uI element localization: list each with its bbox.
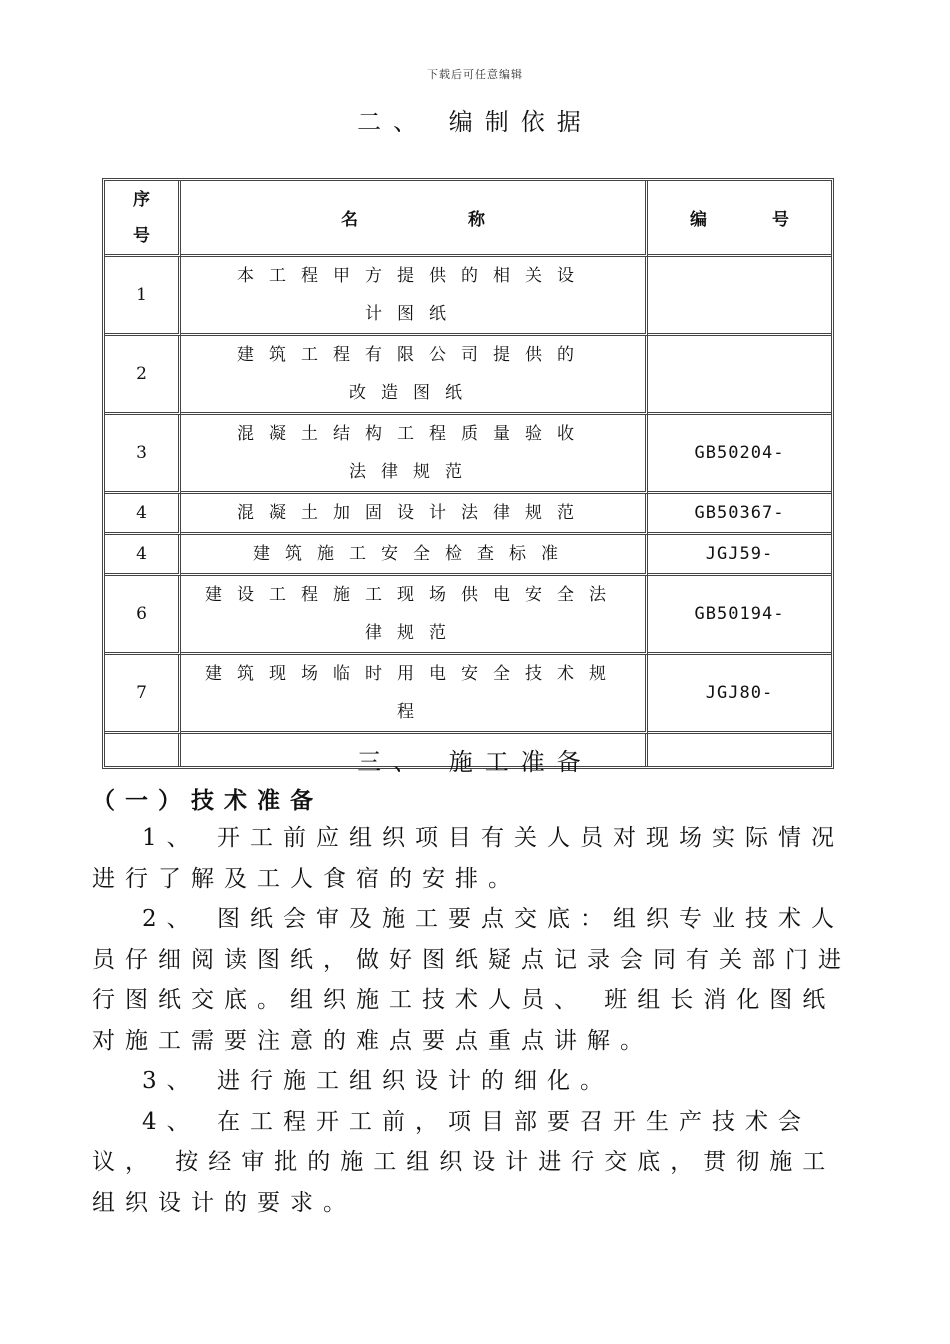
row-name-line1: 混凝土加固设计法律规范 — [237, 503, 589, 523]
row-name — [181, 257, 648, 336]
paragraph-4: 4、 在工程开工前，项目部要召开生产技术会议， 按经审批的施工组织设计进行交底，贯彻施工组织设计的要求。 — [92, 1108, 836, 1216]
row-code: GB50367- — [648, 494, 831, 535]
table-row — [105, 494, 831, 535]
row-name — [181, 655, 648, 734]
row-seq: 1 — [105, 257, 181, 336]
row-seq: 4 — [105, 494, 181, 535]
section-title-basis: 二、 编制依据 — [357, 108, 593, 136]
row-name-line2: 改造图纸 — [349, 383, 477, 403]
paragraph-1: 1、 开工前应组织项目有关人员对现场实际情况进行了解及工人食宿的安排。 — [92, 825, 844, 892]
row-name-line2: 律规范 — [365, 623, 461, 643]
row-code — [648, 336, 831, 415]
row-name-line1: 建筑工程有限公司提供的 — [237, 345, 589, 365]
header-seq-line2: 号 — [133, 225, 150, 246]
page-header-note: 下载后可任意编辑 — [427, 68, 523, 81]
section-title-preparation: 三、 施工准备 — [357, 748, 593, 776]
row-seq: 4 — [105, 535, 181, 576]
row-name-line1: 本工程甲方提供的相关设 — [237, 266, 589, 286]
header-code-char-a: 编 — [690, 210, 707, 230]
header-seq — [105, 181, 181, 257]
row-name-line1: 建设工程施工现场供电安全法 — [205, 585, 621, 605]
row-seq: 7 — [105, 655, 181, 734]
table-row — [105, 576, 831, 655]
row-name — [181, 415, 648, 494]
row-name — [181, 576, 648, 655]
row-code: JGJ59- — [648, 535, 831, 576]
row-code: JGJ80- — [648, 655, 831, 734]
header-name-char-a: 名 — [341, 210, 358, 230]
row-name — [181, 336, 648, 415]
table-row — [105, 336, 831, 415]
body-paragraphs — [92, 818, 852, 1223]
header-seq-line1: 序 — [133, 189, 150, 210]
row-name-line1: 建筑施工安全检查标准 — [253, 544, 573, 564]
row-code — [648, 257, 831, 336]
row-seq: 2 — [105, 336, 181, 415]
paragraph-3: 3、 进行施工组织设计的细化。 — [142, 1068, 613, 1094]
row-name-line1: 混凝土结构工程质量验收 — [237, 424, 589, 444]
header-code-char-b: 号 — [772, 210, 789, 230]
header-name — [181, 181, 648, 257]
table-row — [105, 257, 831, 336]
paragraph-2: 2、 图纸会审及施工要点交底：组织专业技术人员仔细阅读图纸，做好图纸疑点记录会同有关部门进行图纸交底。组织施工技术人员、 班组长消化图纸对施工需要注意的难点要点重点讲解。 — [92, 906, 851, 1054]
row-name-line2: 程 — [397, 702, 429, 722]
header-code — [648, 181, 831, 257]
row-seq: 6 — [105, 576, 181, 655]
row-name-line1: 建筑现场临时用电安全技术规 — [205, 664, 621, 684]
table-row — [105, 415, 831, 494]
table-row — [105, 655, 831, 734]
header-name-char-b: 称 — [468, 210, 485, 230]
row-code: GB50194- — [648, 576, 831, 655]
subsection-heading: （一）技术准备 — [92, 788, 323, 814]
row-name — [181, 535, 648, 576]
reference-standards-table — [102, 178, 834, 769]
table-row — [105, 535, 831, 576]
row-name-line2: 法律规范 — [349, 462, 477, 482]
row-seq: 3 — [105, 415, 181, 494]
row-name — [181, 494, 648, 535]
row-name-line2: 计图纸 — [365, 304, 461, 324]
row-code: GB50204- — [648, 415, 831, 494]
table-header-row — [105, 181, 831, 257]
